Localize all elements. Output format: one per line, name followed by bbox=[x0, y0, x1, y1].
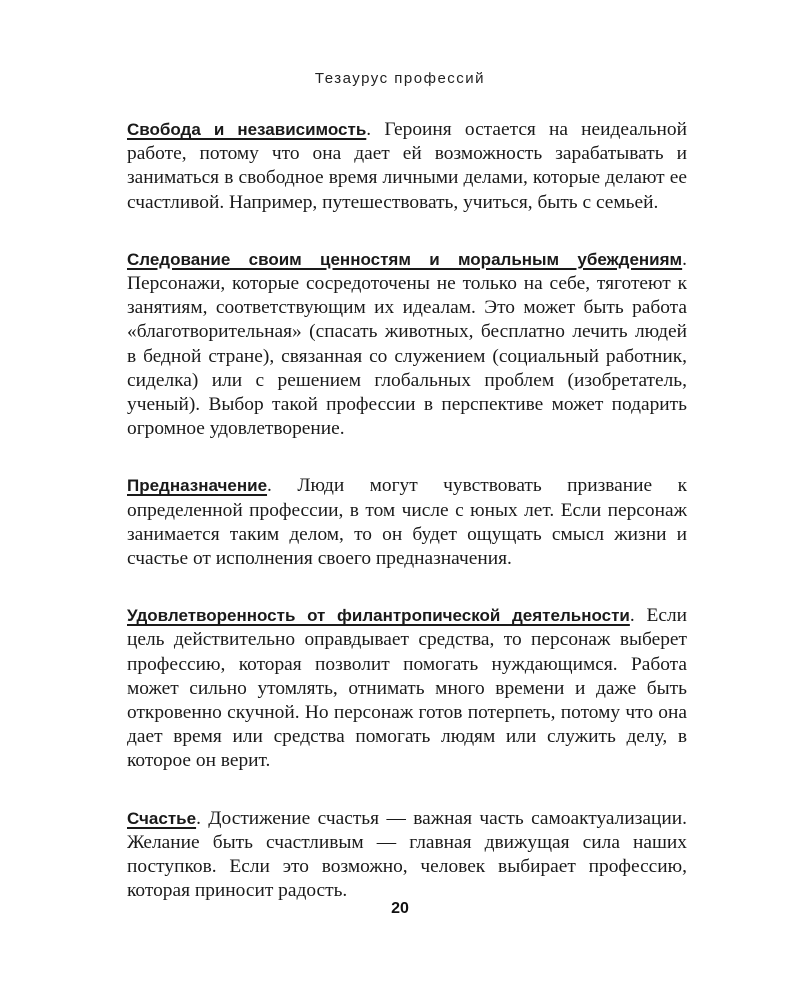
running-header: Тезаурус профессий bbox=[314, 70, 486, 87]
paragraph-values bbox=[127, 248, 687, 442]
title-punctuation: . bbox=[629, 605, 635, 627]
paragraph-text: Если цель действительно оправдывает средства, то персонаж выберет профессию, которая позволит помогать нуждающимся. Работа может сильно утомлять, отнимать много времени и даже быть откровенно скучной. Но персонаж готов потерпеть, потому что она дает время или средства помогать людям или служить делу, в которое он верит. bbox=[127, 605, 688, 772]
paragraph-freedom bbox=[127, 118, 687, 215]
paragraph-text: Люди могут чувствовать призвание к определенной профессии, в том числе с юных лет. Если персонаж занимается таким делом, то он будет ощущать смысл жизни и счастье от исполнения своего предназначения. bbox=[127, 475, 687, 570]
paragraph-happiness bbox=[127, 807, 687, 904]
paragraph-title: Свобода и независимость bbox=[127, 120, 367, 139]
title-punctuation: . bbox=[682, 248, 687, 270]
page-number: 20 bbox=[391, 900, 409, 917]
paragraph-title: Счастье bbox=[127, 808, 197, 828]
paragraph-philanthropy bbox=[127, 604, 687, 773]
title-punctuation: . bbox=[267, 475, 272, 497]
paragraph-title: Предназначение bbox=[127, 476, 268, 496]
paragraph-text: Персонажи, которые сосредоточены не только на себе, тяготеют к занятиям, соответствующим их идеалам. Это может быть работа «благотворительная» (спасать животных, бесплатно лечить людей в бедной стране), связанная со служением (социальный работник, сиделка) или с решением глобальных проблем (изобретатель, ученый). Выбор такой профессии в перспективе может подарить огромное удовлетворение. bbox=[127, 273, 687, 440]
paragraph-text: Достижение счастья — важная часть самоактуализации. Желание быть счастливым — главная движущая сила наших поступков. Если это возможно, человек выбирает профессию, которая приносит радость. bbox=[127, 807, 687, 902]
title-punctuation: . bbox=[366, 119, 372, 140]
paragraph-title: Удовлетворенность от филантропической деятельности bbox=[127, 606, 630, 626]
page-body bbox=[127, 118, 687, 936]
paragraph-title: Следование своим ценностям и моральным убеждениям bbox=[127, 249, 683, 269]
title-punctuation: . bbox=[196, 807, 201, 829]
paragraph-text: Героиня остается на неидеальной работе, потому что она дает ей возможность зарабатывать и заниматься в свободное время личными делами, которые делают ее счастливой. Например, путешествовать, учиться, быть с семьей. bbox=[127, 119, 687, 213]
paragraph-calling bbox=[127, 474, 687, 571]
